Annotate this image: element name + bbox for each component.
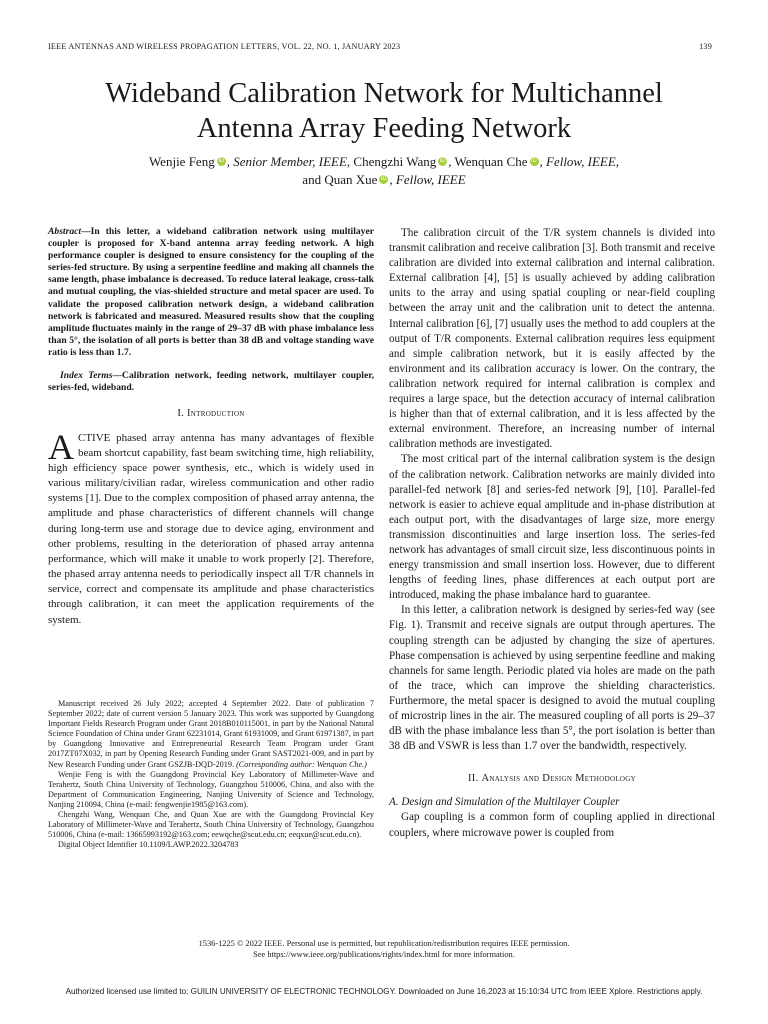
author-2: , Chengzhi Wang: [346, 154, 437, 169]
title-line-2: Antenna Array Feeding Network: [196, 113, 572, 144]
orcid-icon[interactable]: iD: [218, 158, 225, 164]
paper-title: [40, 76, 728, 146]
journal-name: IEEE ANTENNAS AND WIRELESS PROPAGATION LETTERS, VOL. 22, NO. 1, JANUARY 2023: [48, 42, 401, 51]
footnotes: [48, 699, 374, 850]
footnote-affiliation-2: Chengzhi Wang, Wenquan Che, and Quan Xue are with the Guangdong Provincial Key Laboratory of Millimeter-Wave and Terahertz, South China University of Technology, Guangzhou 510006, China (e-mail: 13665993192@163.com; eewqche@scut.edu.cn; eeqxue@scut.edu.cn).: [48, 810, 374, 840]
footnote-funding: Manuscript received 26 July 2022; accepted 4 September 2022. Date of publication 7 September 2022; date of current version 5 January 2023. This work was supported by Guangdong Important Fields Research Program under Grant 2018B010115001, in part by the National Natural Science Foundation of China under Grant 62231014, Grant 61931009, and Grant 61971387, in part by Guangdong Innovative and Entrepreneurial Research Team Program under Grant 2017ZT07X032, in part by Opening Research Funding under Grant SAST2021-009, and in part by New Research Funding under Grant GSZJB-DQD-2019.: [48, 699, 374, 769]
abstract-text: —In this letter, a wideband calibration network using multilayer coupler is proposed for X-band antenna array feeding network. A high performance coupler is designed to ensure consistency for the coupling of the series-fed structure. By using a serpentine feedline and making all channels the same length, phase imbalance is decreased. To reduce lateral leakage, cross-talk and mutual coupling, the vias-shielded structure and metal spacer are used. To validate the proposed calibration network design, a wideband calibration network is fabricated and measured. Measured results show that the coupling amplitude fluctuates mainly in the range of 29–37 dB with phase imbalance less than 5°, the isolation of all ports is better than 38 dB and voltage standing wave ratio is less than 1.7.: [48, 226, 374, 358]
drop-cap: A: [48, 426, 74, 467]
index-terms-text: —Calibration network, feeding network, multilayer coupler, series-fed, wideband.: [48, 370, 374, 394]
subsection-heading-a: A. Design and Simulation of the Multilayer Coupler: [389, 796, 620, 809]
orcid-icon[interactable]: iD: [531, 158, 537, 164]
running-header: [48, 42, 712, 51]
author-4-role: , Fellow, IEEE: [389, 172, 466, 187]
author-3: , Wenquan Che: [448, 154, 528, 169]
corresponding-author: (Corresponding author: Wenquan Che.): [236, 759, 367, 769]
orcid-icon[interactable]: iD: [381, 176, 387, 182]
license-footer: Authorized licensed use limited to: GUILIN UNIVERSITY OF ELECTRONIC TECHNOLOGY. Downloaded on June 16,2023 at 15:10:34 UTC from IEEE Xplore. Restrictions apply.: [65, 987, 703, 996]
right-paragraph-1: The calibration circuit of the T/R system channels is divided into transmit calibration and receive calibration [3]. Both transmit and receive calibration are divided into external calibration and internal calibration. External calibration [4], [5] is usually achieved by adding calibration units to the array and using spatial coupling or near-field coupling between the array unit and the calibration unit to detect the antenna. Internal calibration [6], [7] usually uses the method to add couplers at the output of T/R components. External calibration requires less equipment and simple calibration network, but it is easily affected by the environment and its calibration accuracy is lower. On the contrary, the calibration network required for internal calibration is complex and requires a large space, but the detection accuracy of internal calibration is higher than that of external calibration, and it is less affected by the external environment. Therefore, an increasing number of internal calibration methods are investigated.: [389, 227, 715, 451]
right-paragraph-4: Gap coupling is a common form of coupling applied in directional couplers, where microwave power is coupled from: [389, 811, 715, 839]
index-terms: [48, 370, 374, 394]
orcid-icon[interactable]: iD: [439, 158, 446, 164]
author-4: and Quan Xue: [302, 172, 378, 187]
index-terms-label: Index Terms: [60, 370, 113, 382]
right-paragraph-2: The most critical part of the internal calibration system is the design of the calibration network. Calibration networks are mainly divided into parallel-fed network [8] and series-fed network [9], [10]. Parallel-fed network is easier to achieve equal amplitude and in-phase distribution at each output port, with the disadvantages of large size, more energy transmission discontinuities and large insertion loss. The series-fed network has advantages of small circuit size, less discontinuous points in energy transmission and small insertion loss. However, due to different lengths of feeding lines, phase differences at each output port are introduced, making the phase imbalance hard to guarantee.: [389, 453, 715, 602]
section-heading-introduction: I. Introduction: [177, 408, 245, 420]
abstract-label: Abstract: [48, 226, 82, 237]
author-list: [40, 153, 728, 189]
abstract: [48, 226, 374, 359]
right-paragraph-3: In this letter, a calibration network is designed by series-fed way (see Fig. 1). Transmit and receive signals are output through apertures. The coupling strength can be adjusted by changing the size of apertures. Phase compensation is achieved by using serpentine feedline and making channels for same length. Periodic plated via holes are made on the path of the trace, which can improve the shielding characteristics. Furthermore, the metal spacer is designed to avoid the mutual coupling of microstrip lines in the air. The measured coupling of all ports is 29–37 dB with the phase imbalance less than 5°, the port isolation is better than 38 dB and VSWR is less than 1.7 over the bandwidth, respectively.: [389, 604, 715, 753]
introduction-body: [48, 426, 374, 628]
right-column: [389, 226, 715, 841]
author-1: Wenjie Feng: [148, 154, 215, 169]
intro-paragraph: CTIVE phased array antenna has many advantages of flexible beam shortcut capability, fast beam switching time, high reliability, high efficiency space power synthesis, etc., which is widely used in various military/civilian radar, wireless communication and other radio systems [1]. Due to the complex composition of phased array antenna, the amplitude and phase characteristics of different channels will change during long-term use and storage due to device aging, environment and other problems, resulting in the deterioration of phased array antenna performance, which will make it unable to work properly [2]. Therefore, the phased array antenna needs to periodically inspect all T/R channels in service, correct and compensate its amplitude and phase characteristics through calibration, it can meet the application requirements of the system.: [48, 431, 374, 626]
footnote-affiliation-1: Wenjie Feng is with the Guangdong Provincial Key Laboratory of Millimeter-Wave and Terahertz, South China University of Technology, Guangzhou 510006, China, and also with the Department of Communication Engineering, Nanjing University of Science and Technology, Nanjing 210094, China (e-mail: fengwenjie1985@163.com).: [48, 769, 374, 809]
section-heading-analysis: II. Analysis and Design Methodology: [468, 773, 636, 785]
page-number: 139: [699, 42, 712, 51]
footnote-doi[interactable]: Digital Object Identifier 10.1109/LAWP.2022.3204783: [58, 840, 239, 850]
left-column: [48, 226, 374, 628]
author-3-role: , Fellow, IEEE,: [539, 154, 620, 169]
author-1-role: , Senior Member, IEEE: [226, 154, 347, 169]
copyright-line-1: 1536-1225 © 2022 IEEE. Personal use is permitted, but republication/redistribution requires IEEE permission.: [198, 939, 570, 948]
copyright-line-2[interactable]: See https://www.ieee.org/publications/rights/index.html for more information.: [253, 950, 515, 959]
copyright-notice: [40, 938, 728, 960]
title-line-1: Wideband Calibration Network for Multichannel: [105, 78, 663, 109]
